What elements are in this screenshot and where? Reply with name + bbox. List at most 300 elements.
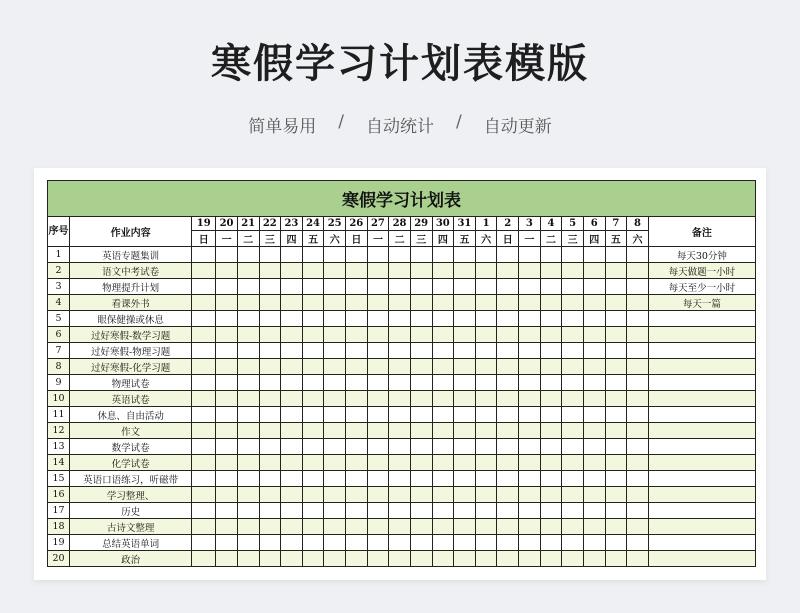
day-cell[interactable] bbox=[302, 423, 324, 439]
day-cell[interactable] bbox=[410, 407, 432, 423]
day-cell[interactable] bbox=[454, 359, 476, 375]
day-cell[interactable] bbox=[562, 359, 584, 375]
day-cell[interactable] bbox=[497, 263, 519, 279]
day-cell[interactable] bbox=[216, 359, 238, 375]
day-cell[interactable] bbox=[432, 503, 454, 519]
day-cell[interactable] bbox=[216, 327, 238, 343]
row-note[interactable] bbox=[648, 535, 755, 551]
day-cell[interactable] bbox=[540, 247, 562, 263]
day-cell[interactable] bbox=[389, 535, 411, 551]
day-cell[interactable] bbox=[627, 263, 649, 279]
day-cell[interactable] bbox=[583, 551, 605, 567]
day-cell[interactable] bbox=[237, 423, 259, 439]
row-note[interactable] bbox=[648, 343, 755, 359]
day-cell[interactable] bbox=[583, 247, 605, 263]
day-cell[interactable] bbox=[389, 311, 411, 327]
day-cell[interactable] bbox=[432, 279, 454, 295]
row-task[interactable]: 语文中考试卷 bbox=[70, 263, 192, 279]
row-note[interactable] bbox=[648, 503, 755, 519]
day-cell[interactable] bbox=[432, 263, 454, 279]
day-cell[interactable] bbox=[216, 535, 238, 551]
day-cell[interactable] bbox=[475, 407, 497, 423]
day-cell[interactable] bbox=[192, 327, 216, 343]
day-cell[interactable] bbox=[324, 487, 346, 503]
day-cell[interactable] bbox=[605, 455, 627, 471]
day-cell[interactable] bbox=[346, 359, 368, 375]
row-task[interactable]: 过好寒假-化学习题 bbox=[70, 359, 192, 375]
day-cell[interactable] bbox=[281, 439, 303, 455]
day-cell[interactable] bbox=[259, 391, 281, 407]
day-cell[interactable] bbox=[389, 375, 411, 391]
day-cell[interactable] bbox=[216, 439, 238, 455]
day-cell[interactable] bbox=[389, 439, 411, 455]
day-cell[interactable] bbox=[540, 535, 562, 551]
day-cell[interactable] bbox=[454, 535, 476, 551]
day-cell[interactable] bbox=[367, 503, 389, 519]
day-cell[interactable] bbox=[216, 471, 238, 487]
day-cell[interactable] bbox=[192, 375, 216, 391]
day-cell[interactable] bbox=[302, 439, 324, 455]
day-cell[interactable] bbox=[475, 391, 497, 407]
day-cell[interactable] bbox=[346, 455, 368, 471]
day-cell[interactable] bbox=[475, 375, 497, 391]
day-cell[interactable] bbox=[540, 423, 562, 439]
day-cell[interactable] bbox=[519, 391, 541, 407]
day-cell[interactable] bbox=[583, 519, 605, 535]
row-index[interactable]: 9 bbox=[48, 375, 70, 391]
day-cell[interactable] bbox=[540, 295, 562, 311]
day-cell[interactable] bbox=[367, 519, 389, 535]
day-cell[interactable] bbox=[540, 263, 562, 279]
day-cell[interactable] bbox=[216, 247, 238, 263]
day-cell[interactable] bbox=[475, 487, 497, 503]
day-cell[interactable] bbox=[367, 359, 389, 375]
day-cell[interactable] bbox=[302, 407, 324, 423]
day-cell[interactable] bbox=[259, 279, 281, 295]
day-cell[interactable] bbox=[259, 359, 281, 375]
row-index[interactable]: 15 bbox=[48, 471, 70, 487]
day-cell[interactable] bbox=[259, 535, 281, 551]
day-cell[interactable] bbox=[192, 471, 216, 487]
day-cell[interactable] bbox=[432, 343, 454, 359]
day-cell[interactable] bbox=[216, 375, 238, 391]
row-task[interactable]: 数学试卷 bbox=[70, 439, 192, 455]
day-cell[interactable] bbox=[324, 455, 346, 471]
day-cell[interactable] bbox=[454, 423, 476, 439]
day-cell[interactable] bbox=[497, 311, 519, 327]
row-index[interactable]: 14 bbox=[48, 455, 70, 471]
day-cell[interactable] bbox=[475, 311, 497, 327]
day-cell[interactable] bbox=[454, 311, 476, 327]
day-cell[interactable] bbox=[627, 487, 649, 503]
day-cell[interactable] bbox=[259, 455, 281, 471]
day-cell[interactable] bbox=[454, 295, 476, 311]
day-cell[interactable] bbox=[281, 247, 303, 263]
day-cell[interactable] bbox=[432, 327, 454, 343]
row-index[interactable]: 11 bbox=[48, 407, 70, 423]
row-index[interactable]: 18 bbox=[48, 519, 70, 535]
day-cell[interactable] bbox=[519, 295, 541, 311]
day-cell[interactable] bbox=[281, 327, 303, 343]
day-cell[interactable] bbox=[281, 535, 303, 551]
row-index[interactable]: 19 bbox=[48, 535, 70, 551]
day-cell[interactable] bbox=[302, 471, 324, 487]
row-task[interactable]: 物理提升计划 bbox=[70, 279, 192, 295]
day-cell[interactable] bbox=[302, 551, 324, 567]
day-cell[interactable] bbox=[192, 247, 216, 263]
day-cell[interactable] bbox=[475, 503, 497, 519]
day-cell[interactable] bbox=[475, 551, 497, 567]
row-index[interactable]: 8 bbox=[48, 359, 70, 375]
day-cell[interactable] bbox=[192, 551, 216, 567]
day-cell[interactable] bbox=[324, 439, 346, 455]
day-cell[interactable] bbox=[324, 327, 346, 343]
day-cell[interactable] bbox=[302, 535, 324, 551]
day-cell[interactable] bbox=[605, 487, 627, 503]
day-cell[interactable] bbox=[259, 551, 281, 567]
day-cell[interactable] bbox=[367, 471, 389, 487]
day-cell[interactable] bbox=[367, 343, 389, 359]
day-cell[interactable] bbox=[324, 359, 346, 375]
day-cell[interactable] bbox=[237, 247, 259, 263]
day-cell[interactable] bbox=[389, 279, 411, 295]
day-cell[interactable] bbox=[497, 423, 519, 439]
day-cell[interactable] bbox=[583, 263, 605, 279]
row-note[interactable] bbox=[648, 327, 755, 343]
day-cell[interactable] bbox=[237, 263, 259, 279]
day-cell[interactable] bbox=[410, 551, 432, 567]
day-cell[interactable] bbox=[237, 311, 259, 327]
day-cell[interactable] bbox=[454, 487, 476, 503]
day-cell[interactable] bbox=[192, 519, 216, 535]
day-cell[interactable] bbox=[302, 455, 324, 471]
day-cell[interactable] bbox=[237, 519, 259, 535]
row-note[interactable] bbox=[648, 439, 755, 455]
day-cell[interactable] bbox=[540, 311, 562, 327]
day-cell[interactable] bbox=[281, 295, 303, 311]
day-cell[interactable] bbox=[432, 391, 454, 407]
day-cell[interactable] bbox=[497, 247, 519, 263]
day-cell[interactable] bbox=[281, 519, 303, 535]
day-cell[interactable] bbox=[583, 311, 605, 327]
day-cell[interactable] bbox=[281, 471, 303, 487]
day-cell[interactable] bbox=[367, 551, 389, 567]
day-cell[interactable] bbox=[519, 311, 541, 327]
day-cell[interactable] bbox=[216, 295, 238, 311]
row-note[interactable] bbox=[648, 487, 755, 503]
day-cell[interactable] bbox=[562, 535, 584, 551]
day-cell[interactable] bbox=[281, 455, 303, 471]
day-cell[interactable] bbox=[192, 391, 216, 407]
row-note[interactable]: 每天30分钟 bbox=[648, 247, 755, 263]
day-cell[interactable] bbox=[259, 407, 281, 423]
row-task[interactable]: 作文 bbox=[70, 423, 192, 439]
day-cell[interactable] bbox=[475, 423, 497, 439]
day-cell[interactable] bbox=[475, 247, 497, 263]
day-cell[interactable] bbox=[410, 279, 432, 295]
day-cell[interactable] bbox=[562, 311, 584, 327]
day-cell[interactable] bbox=[389, 455, 411, 471]
day-cell[interactable] bbox=[302, 311, 324, 327]
day-cell[interactable] bbox=[540, 327, 562, 343]
day-cell[interactable] bbox=[454, 455, 476, 471]
row-task[interactable]: 英语口语练习，听磁带 bbox=[70, 471, 192, 487]
day-cell[interactable] bbox=[454, 327, 476, 343]
day-cell[interactable] bbox=[237, 375, 259, 391]
day-cell[interactable] bbox=[324, 295, 346, 311]
day-cell[interactable] bbox=[627, 311, 649, 327]
day-cell[interactable] bbox=[281, 343, 303, 359]
row-task[interactable]: 总结英语单词 bbox=[70, 535, 192, 551]
day-cell[interactable] bbox=[540, 487, 562, 503]
day-cell[interactable] bbox=[475, 359, 497, 375]
day-cell[interactable] bbox=[583, 455, 605, 471]
day-cell[interactable] bbox=[519, 343, 541, 359]
day-cell[interactable] bbox=[389, 391, 411, 407]
day-cell[interactable] bbox=[237, 359, 259, 375]
day-cell[interactable] bbox=[216, 503, 238, 519]
day-cell[interactable] bbox=[627, 359, 649, 375]
day-cell[interactable] bbox=[367, 295, 389, 311]
day-cell[interactable] bbox=[475, 263, 497, 279]
day-cell[interactable] bbox=[389, 343, 411, 359]
row-task[interactable]: 历史 bbox=[70, 503, 192, 519]
row-index[interactable]: 7 bbox=[48, 343, 70, 359]
row-note[interactable] bbox=[648, 391, 755, 407]
day-cell[interactable] bbox=[432, 471, 454, 487]
day-cell[interactable] bbox=[519, 375, 541, 391]
day-cell[interactable] bbox=[237, 343, 259, 359]
day-cell[interactable] bbox=[216, 455, 238, 471]
day-cell[interactable] bbox=[627, 375, 649, 391]
day-cell[interactable] bbox=[519, 327, 541, 343]
day-cell[interactable] bbox=[627, 503, 649, 519]
day-cell[interactable] bbox=[367, 247, 389, 263]
row-task[interactable]: 英语试卷 bbox=[70, 391, 192, 407]
day-cell[interactable] bbox=[562, 471, 584, 487]
day-cell[interactable] bbox=[367, 487, 389, 503]
day-cell[interactable] bbox=[237, 391, 259, 407]
day-cell[interactable] bbox=[475, 519, 497, 535]
day-cell[interactable] bbox=[519, 455, 541, 471]
day-cell[interactable] bbox=[605, 439, 627, 455]
day-cell[interactable] bbox=[389, 327, 411, 343]
day-cell[interactable] bbox=[346, 375, 368, 391]
row-task[interactable]: 过好寒假-物理习题 bbox=[70, 343, 192, 359]
day-cell[interactable] bbox=[605, 359, 627, 375]
day-cell[interactable] bbox=[346, 407, 368, 423]
day-cell[interactable] bbox=[627, 295, 649, 311]
day-cell[interactable] bbox=[605, 279, 627, 295]
day-cell[interactable] bbox=[540, 551, 562, 567]
row-task[interactable]: 政治 bbox=[70, 551, 192, 567]
day-cell[interactable] bbox=[389, 359, 411, 375]
day-cell[interactable] bbox=[583, 439, 605, 455]
day-cell[interactable] bbox=[216, 343, 238, 359]
day-cell[interactable] bbox=[216, 551, 238, 567]
day-cell[interactable] bbox=[432, 295, 454, 311]
day-cell[interactable] bbox=[562, 519, 584, 535]
day-cell[interactable] bbox=[497, 551, 519, 567]
day-cell[interactable] bbox=[583, 503, 605, 519]
day-cell[interactable] bbox=[432, 455, 454, 471]
day-cell[interactable] bbox=[605, 519, 627, 535]
day-cell[interactable] bbox=[540, 519, 562, 535]
day-cell[interactable] bbox=[367, 455, 389, 471]
day-cell[interactable] bbox=[605, 343, 627, 359]
row-note[interactable]: 每天做题一小时 bbox=[648, 263, 755, 279]
day-cell[interactable] bbox=[497, 535, 519, 551]
day-cell[interactable] bbox=[432, 311, 454, 327]
day-cell[interactable] bbox=[605, 263, 627, 279]
day-cell[interactable] bbox=[302, 343, 324, 359]
row-index[interactable]: 16 bbox=[48, 487, 70, 503]
day-cell[interactable] bbox=[410, 471, 432, 487]
day-cell[interactable] bbox=[583, 295, 605, 311]
day-cell[interactable] bbox=[281, 551, 303, 567]
day-cell[interactable] bbox=[519, 487, 541, 503]
day-cell[interactable] bbox=[497, 503, 519, 519]
day-cell[interactable] bbox=[259, 295, 281, 311]
day-cell[interactable] bbox=[389, 487, 411, 503]
day-cell[interactable] bbox=[281, 263, 303, 279]
day-cell[interactable] bbox=[281, 359, 303, 375]
day-cell[interactable] bbox=[497, 471, 519, 487]
row-task[interactable]: 眼保健操或休息 bbox=[70, 311, 192, 327]
row-task[interactable]: 英语专题集训 bbox=[70, 247, 192, 263]
day-cell[interactable] bbox=[192, 279, 216, 295]
row-note[interactable] bbox=[648, 519, 755, 535]
day-cell[interactable] bbox=[324, 471, 346, 487]
day-cell[interactable] bbox=[562, 327, 584, 343]
day-cell[interactable] bbox=[519, 247, 541, 263]
row-index[interactable]: 2 bbox=[48, 263, 70, 279]
day-cell[interactable] bbox=[192, 535, 216, 551]
day-cell[interactable] bbox=[497, 407, 519, 423]
day-cell[interactable] bbox=[216, 407, 238, 423]
day-cell[interactable] bbox=[346, 471, 368, 487]
day-cell[interactable] bbox=[237, 503, 259, 519]
day-cell[interactable] bbox=[497, 487, 519, 503]
day-cell[interactable] bbox=[475, 455, 497, 471]
day-cell[interactable] bbox=[237, 295, 259, 311]
day-cell[interactable] bbox=[605, 535, 627, 551]
day-cell[interactable] bbox=[410, 375, 432, 391]
day-cell[interactable] bbox=[475, 471, 497, 487]
day-cell[interactable] bbox=[519, 407, 541, 423]
day-cell[interactable] bbox=[454, 343, 476, 359]
day-cell[interactable] bbox=[346, 551, 368, 567]
day-cell[interactable] bbox=[605, 247, 627, 263]
day-cell[interactable] bbox=[519, 535, 541, 551]
day-cell[interactable] bbox=[540, 471, 562, 487]
day-cell[interactable] bbox=[410, 423, 432, 439]
day-cell[interactable] bbox=[605, 327, 627, 343]
day-cell[interactable] bbox=[605, 471, 627, 487]
day-cell[interactable] bbox=[497, 439, 519, 455]
day-cell[interactable] bbox=[497, 343, 519, 359]
day-cell[interactable] bbox=[540, 455, 562, 471]
day-cell[interactable] bbox=[302, 263, 324, 279]
day-cell[interactable] bbox=[259, 487, 281, 503]
day-cell[interactable] bbox=[367, 279, 389, 295]
day-cell[interactable] bbox=[627, 471, 649, 487]
day-cell[interactable] bbox=[497, 391, 519, 407]
day-cell[interactable] bbox=[454, 391, 476, 407]
day-cell[interactable] bbox=[346, 519, 368, 535]
day-cell[interactable] bbox=[324, 423, 346, 439]
day-cell[interactable] bbox=[583, 279, 605, 295]
day-cell[interactable] bbox=[367, 391, 389, 407]
day-cell[interactable] bbox=[497, 375, 519, 391]
day-cell[interactable] bbox=[302, 391, 324, 407]
day-cell[interactable] bbox=[627, 455, 649, 471]
day-cell[interactable] bbox=[540, 375, 562, 391]
day-cell[interactable] bbox=[540, 343, 562, 359]
row-note[interactable]: 每天一篇 bbox=[648, 295, 755, 311]
day-cell[interactable] bbox=[562, 295, 584, 311]
day-cell[interactable] bbox=[627, 439, 649, 455]
day-cell[interactable] bbox=[583, 343, 605, 359]
day-cell[interactable] bbox=[627, 407, 649, 423]
day-cell[interactable] bbox=[237, 455, 259, 471]
day-cell[interactable] bbox=[627, 391, 649, 407]
day-cell[interactable] bbox=[519, 471, 541, 487]
day-cell[interactable] bbox=[562, 423, 584, 439]
day-cell[interactable] bbox=[475, 327, 497, 343]
day-cell[interactable] bbox=[497, 327, 519, 343]
day-cell[interactable] bbox=[192, 455, 216, 471]
day-cell[interactable] bbox=[605, 375, 627, 391]
day-cell[interactable] bbox=[475, 343, 497, 359]
day-cell[interactable] bbox=[627, 327, 649, 343]
day-cell[interactable] bbox=[302, 375, 324, 391]
day-cell[interactable] bbox=[432, 519, 454, 535]
day-cell[interactable] bbox=[346, 247, 368, 263]
day-cell[interactable] bbox=[302, 247, 324, 263]
day-cell[interactable] bbox=[583, 535, 605, 551]
day-cell[interactable] bbox=[432, 551, 454, 567]
day-cell[interactable] bbox=[475, 279, 497, 295]
day-cell[interactable] bbox=[192, 311, 216, 327]
day-cell[interactable] bbox=[627, 519, 649, 535]
day-cell[interactable] bbox=[367, 439, 389, 455]
day-cell[interactable] bbox=[324, 535, 346, 551]
day-cell[interactable] bbox=[454, 263, 476, 279]
day-cell[interactable] bbox=[475, 535, 497, 551]
day-cell[interactable] bbox=[389, 551, 411, 567]
day-cell[interactable] bbox=[454, 471, 476, 487]
day-cell[interactable] bbox=[410, 343, 432, 359]
row-index[interactable]: 17 bbox=[48, 503, 70, 519]
row-index[interactable]: 13 bbox=[48, 439, 70, 455]
day-cell[interactable] bbox=[432, 535, 454, 551]
day-cell[interactable] bbox=[237, 327, 259, 343]
day-cell[interactable] bbox=[367, 407, 389, 423]
day-cell[interactable] bbox=[192, 407, 216, 423]
row-index[interactable]: 5 bbox=[48, 311, 70, 327]
day-cell[interactable] bbox=[346, 487, 368, 503]
day-cell[interactable] bbox=[540, 407, 562, 423]
day-cell[interactable] bbox=[346, 423, 368, 439]
day-cell[interactable] bbox=[605, 551, 627, 567]
day-cell[interactable] bbox=[540, 439, 562, 455]
row-note[interactable]: 每天至少一小时 bbox=[648, 279, 755, 295]
day-cell[interactable] bbox=[259, 423, 281, 439]
day-cell[interactable] bbox=[454, 375, 476, 391]
day-cell[interactable] bbox=[237, 535, 259, 551]
day-cell[interactable] bbox=[346, 295, 368, 311]
